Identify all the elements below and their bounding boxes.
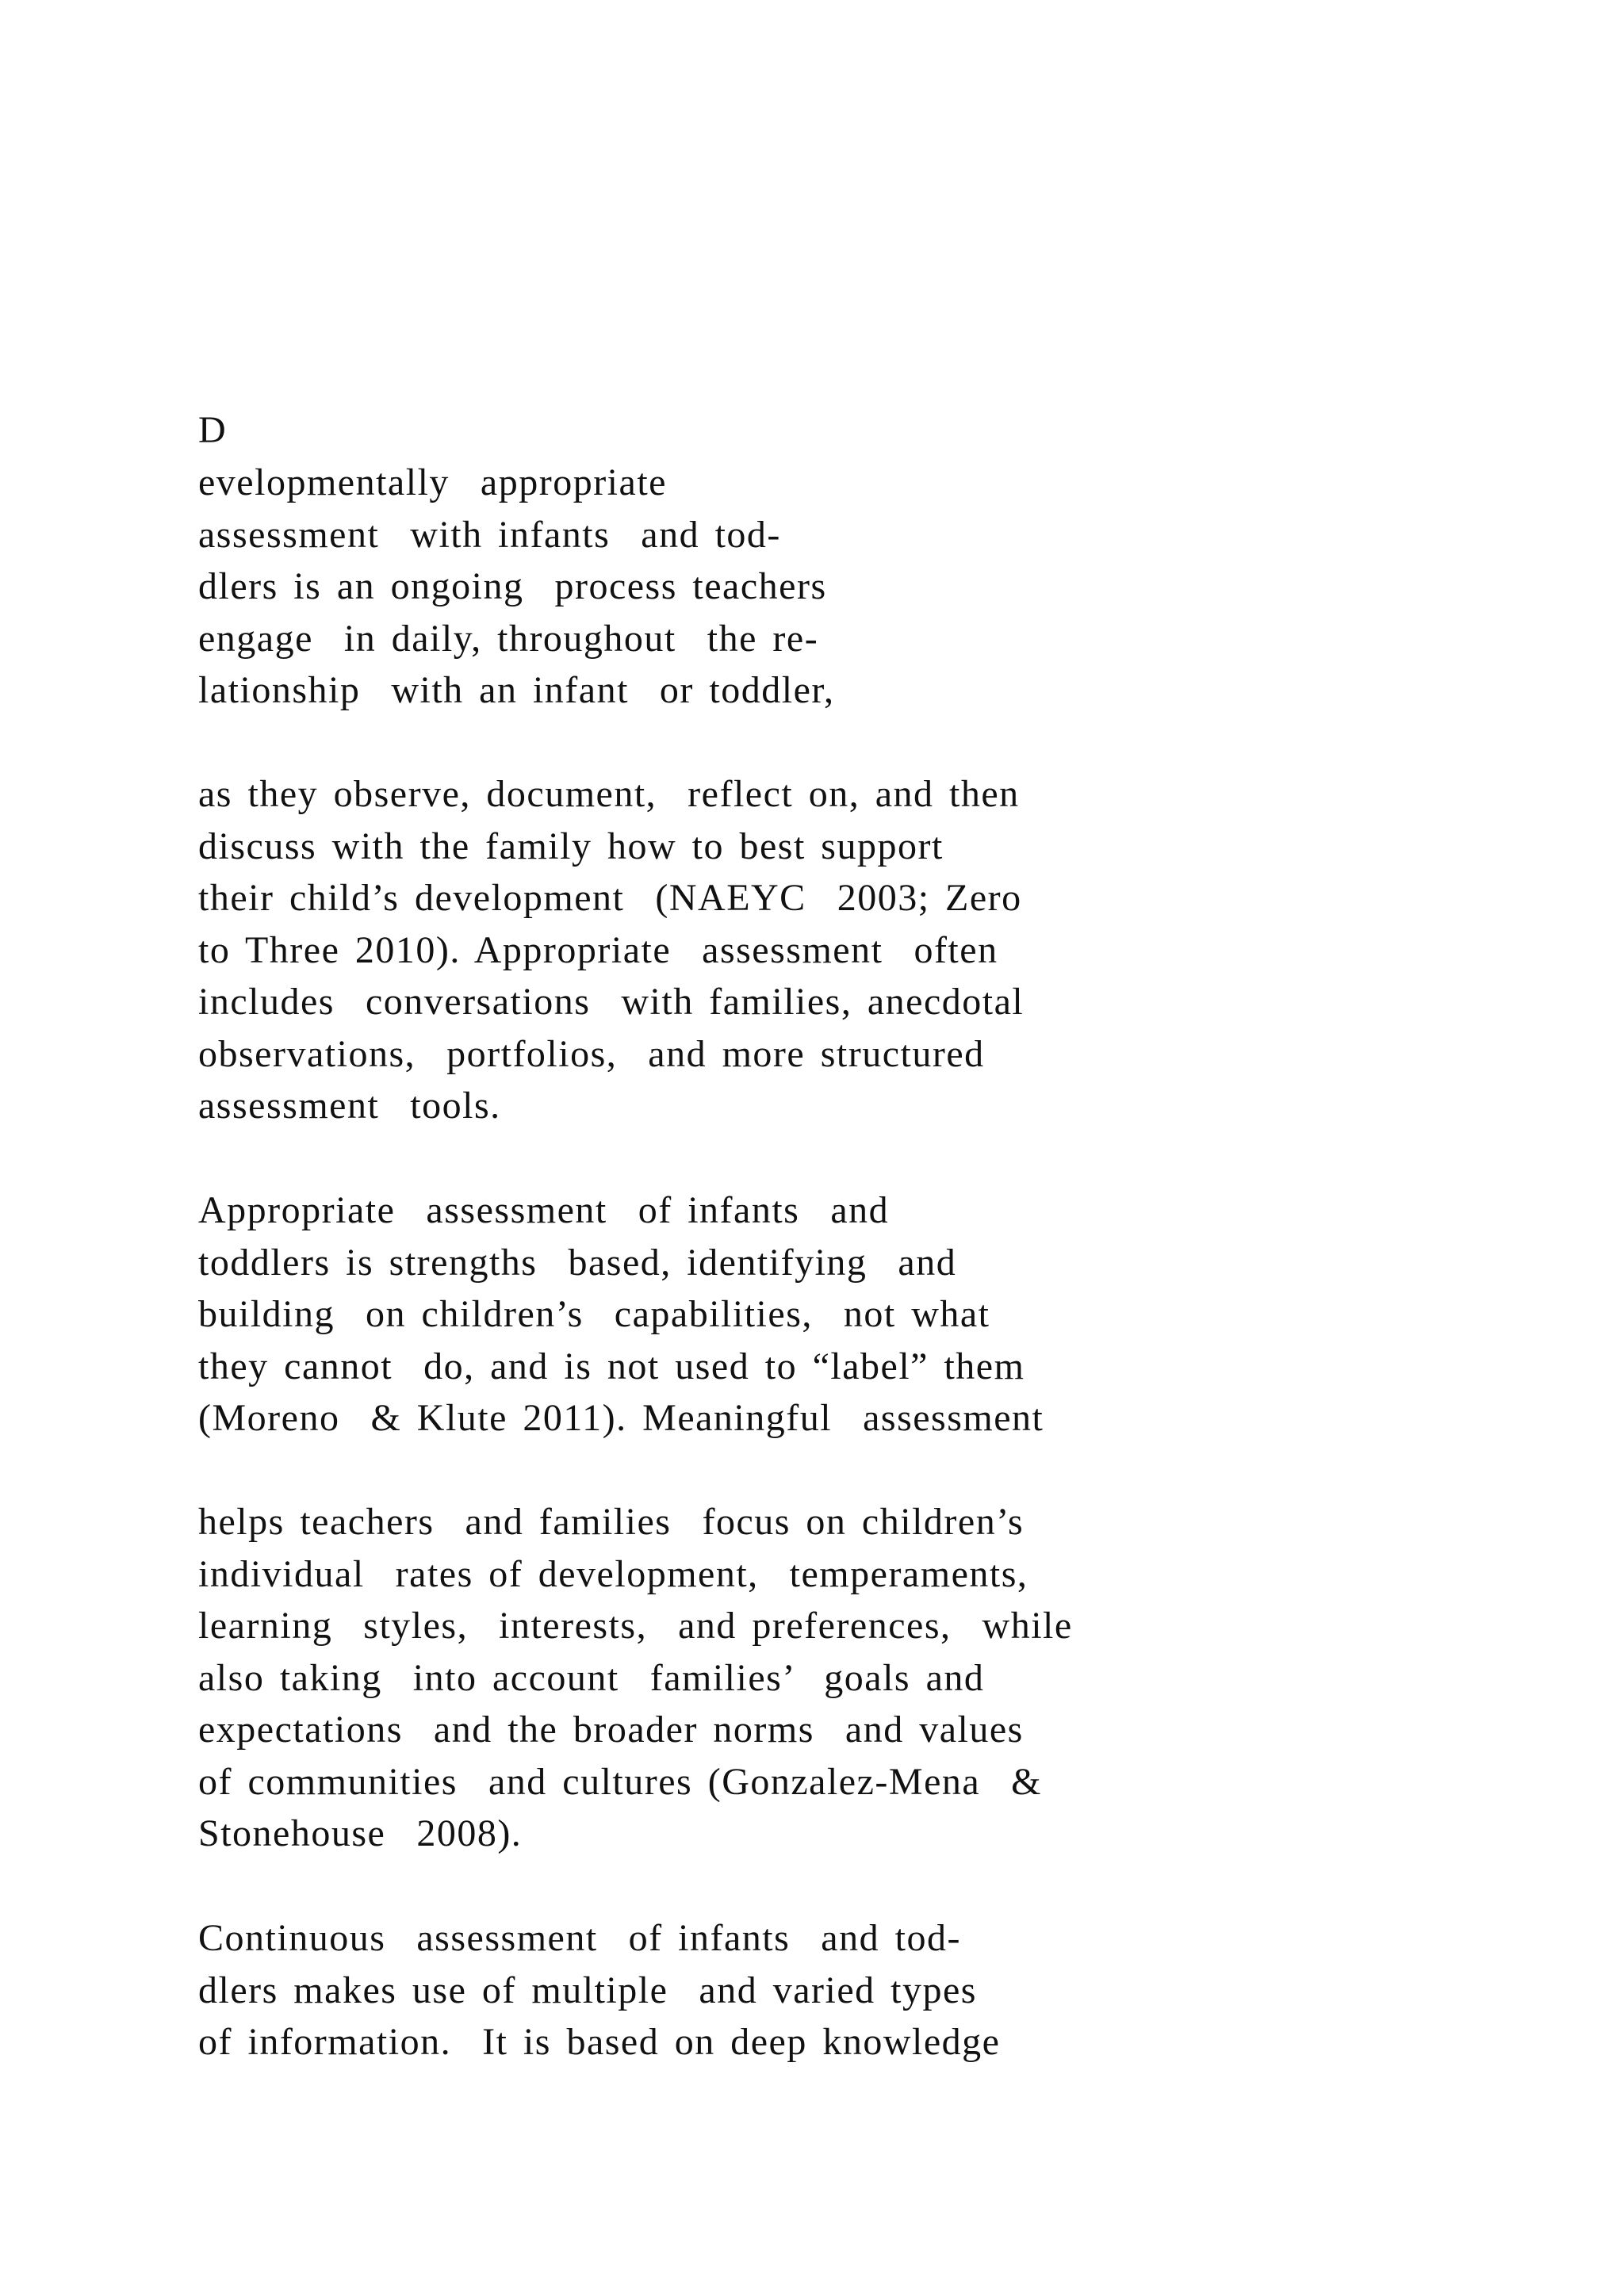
paragraph-line: evelopmentally appropriate bbox=[198, 461, 667, 503]
paragraph-line: to Three 2010). Appropriate assessment often bbox=[198, 928, 998, 971]
paragraph-line: includes conversations with families, anecdotal bbox=[198, 981, 1025, 1023]
paragraph-line: building on children’s capabilities, not what bbox=[198, 1293, 990, 1335]
paragraph-line: assessment with infants and tod- bbox=[198, 513, 781, 556]
paragraph-5 bbox=[198, 1912, 1546, 2068]
paragraph-line: as they observe, document, reflect on, and then bbox=[198, 773, 1020, 815]
paragraph-1 bbox=[198, 457, 1546, 717]
paragraph-3 bbox=[198, 1184, 1546, 1445]
paragraph-line: observations, portfolios, and more structured bbox=[198, 1032, 985, 1075]
paragraph-line: toddlers is strengths based, identifying and bbox=[198, 1241, 957, 1284]
paragraph-line: dlers is an ongoing process teachers bbox=[198, 565, 827, 607]
paragraph-line: Appropriate assessment of infants and bbox=[198, 1189, 890, 1231]
paragraph-line: of communities and cultures (Gonzalez-Mena & bbox=[198, 1760, 1043, 1803]
paragraph-line: (Moreno & Klute 2011). Meaningful assessment bbox=[198, 1397, 1044, 1439]
paragraph-line: expectations and the broader norms and values bbox=[198, 1709, 1024, 1751]
paragraph-line: helps teachers and families focus on children’s bbox=[198, 1501, 1025, 1543]
paragraph-line: they cannot do, and is not used to “label” them bbox=[198, 1345, 1025, 1387]
paragraph-line: learning styles, interests, and preferences, while bbox=[198, 1605, 1073, 1647]
paragraph-4 bbox=[198, 1496, 1546, 1860]
paragraph-line: Continuous assessment of infants and tod- bbox=[198, 1917, 961, 1959]
paragraph-line: of information. It is based on deep knowledge bbox=[198, 2021, 1001, 2063]
paragraph-line: individual rates of development, temperaments, bbox=[198, 1552, 1028, 1595]
paragraph-line: discuss with the family how to best support bbox=[198, 825, 944, 867]
drop-cap bbox=[198, 404, 1546, 457]
drop-cap-letter: D bbox=[198, 409, 228, 451]
paragraph-2 bbox=[198, 768, 1546, 1132]
paragraph-line: assessment tools. bbox=[198, 1085, 501, 1127]
paragraph-line: lationship with an infant or toddler, bbox=[198, 669, 835, 711]
paragraph-line: engage in daily, throughout the re- bbox=[198, 617, 819, 660]
paragraph-line: also taking into account families’ goals and bbox=[198, 1656, 985, 1699]
paragraph-line: Stonehouse 2008). bbox=[198, 1812, 523, 1854]
paragraph-line: dlers makes use of multiple and varied types bbox=[198, 1969, 977, 2011]
paragraph-line: their child’s development (NAEYC 2003; Zero bbox=[198, 877, 1022, 919]
